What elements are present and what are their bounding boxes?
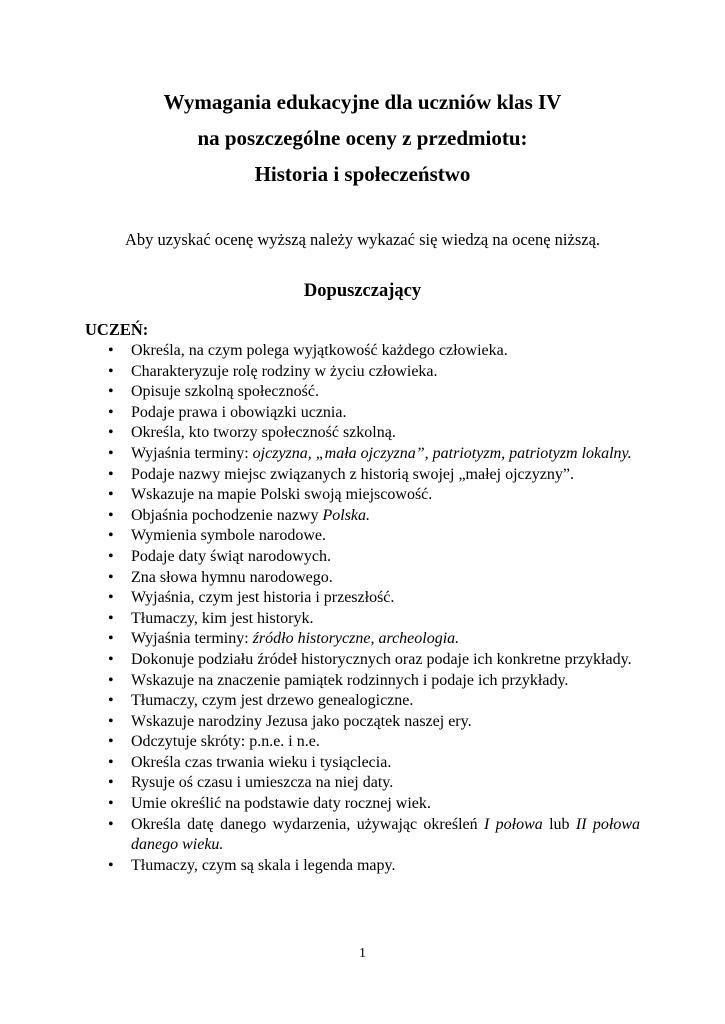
title-line-2: na poszczególne oceny z przedmiotu: bbox=[197, 126, 528, 150]
list-item bbox=[108, 568, 640, 589]
list-item-text: Określa czas trwania wieku i tysiąclecia. bbox=[131, 753, 392, 771]
list-item bbox=[108, 465, 640, 486]
subject-label: UCZEŃ: bbox=[85, 320, 149, 339]
list-item-text: Tłumaczy, czym są skala i legenda mapy. bbox=[131, 856, 396, 874]
list-item bbox=[108, 362, 640, 383]
list-item-italic-term: ojczyzna, „mała ojczyzna”, patriotyzm, patriotyzm lokalny. bbox=[252, 444, 632, 462]
list-item bbox=[108, 444, 640, 465]
list-item bbox=[108, 547, 640, 568]
list-item-text-continued: lub bbox=[542, 815, 576, 833]
list-item bbox=[108, 526, 640, 547]
title-line-1: Wymagania edukacyjne dla uczniów klas IV bbox=[163, 90, 562, 114]
section-heading: Dopuszczający bbox=[303, 281, 422, 301]
list-item bbox=[108, 773, 640, 794]
list-item-text: Określa, na czym polega wyjątkowość każdego człowieka. bbox=[131, 342, 508, 359]
list-item-text: Określa datę danego wydarzenia, używając określeń bbox=[131, 815, 484, 833]
list-item-text: Zna słowa hymnu narodowego. bbox=[131, 568, 333, 586]
list-item-text: Wskazuje na mapie Polski swoją miejscowość. bbox=[131, 486, 433, 504]
list-item-text: Opisuje szkolną społeczność. bbox=[131, 383, 319, 401]
list-item-text: Wyjaśnia, czym jest historia i przeszłość. bbox=[131, 589, 395, 607]
list-item bbox=[108, 671, 640, 692]
list-item bbox=[108, 403, 640, 424]
list-item-italic-term: Polska. bbox=[322, 506, 371, 524]
list-item-text: Odczytuje skróty: p.n.e. i n.e. bbox=[131, 733, 320, 751]
list-item-text: Dokonuje podziału źródeł historycznych oraz podaje ich konkretne przykłady. bbox=[131, 650, 632, 668]
list-item-text: Podaje daty świąt narodowych. bbox=[131, 547, 331, 565]
list-item bbox=[108, 423, 640, 444]
list-item-text: Podaje prawa i obowiązki ucznia. bbox=[131, 403, 347, 421]
list-item bbox=[108, 691, 640, 712]
list-item-text: Rysuje oś czasu i umieszcza na niej daty. bbox=[131, 774, 394, 792]
title-line-3: Historia i społeczeństwo bbox=[254, 162, 471, 186]
list-item-text: Tłumaczy, czym jest drzewo genealogiczne. bbox=[131, 692, 414, 710]
list-item-text: Wyjaśnia terminy: bbox=[131, 630, 253, 648]
list-item bbox=[108, 650, 640, 671]
list-item bbox=[108, 732, 640, 753]
list-item-text: Umie określić na podstawie daty rocznej wiek. bbox=[131, 795, 431, 813]
list-item bbox=[108, 506, 640, 527]
list-item bbox=[108, 382, 640, 403]
list-item bbox=[108, 815, 640, 856]
list-item-text: Wskazuje narodziny Jezusa jako początek naszej ery. bbox=[131, 712, 472, 730]
list-item bbox=[108, 341, 640, 362]
list-item-text: Określa, kto tworzy społeczność szkolną. bbox=[131, 424, 396, 442]
list-item bbox=[108, 753, 640, 774]
intro-sentence: Aby uzyskać ocenę wyższą należy wykazać się wiedzą na ocenę niższą. bbox=[124, 230, 601, 249]
list-item-text: Wyjaśnia terminy: bbox=[131, 444, 253, 462]
list-item bbox=[108, 629, 640, 650]
list-item bbox=[108, 856, 640, 877]
list-item-italic-term: I połowa bbox=[483, 815, 543, 833]
page-number: 1 bbox=[359, 946, 366, 961]
list-item bbox=[108, 588, 640, 609]
list-item bbox=[108, 794, 640, 815]
requirements-list bbox=[108, 341, 640, 876]
list-item bbox=[108, 609, 640, 630]
list-item-text: Charakteryzuje rolę rodziny w życiu człowieka. bbox=[131, 362, 438, 380]
list-item bbox=[108, 485, 640, 506]
document-title bbox=[0, 86, 725, 194]
list-item-italic-term: źródło historyczne, archeologia. bbox=[252, 630, 460, 648]
list-item-text: Wskazuje na znaczenie pamiątek rodzinnych i podaje ich przykłady. bbox=[131, 671, 569, 689]
list-item-text: Wymienia symbole narodowe. bbox=[131, 527, 326, 545]
list-item-text: Tłumaczy, kim jest historyk. bbox=[131, 609, 314, 627]
list-item-text: Podaje nazwy miejsc związanych z historią swojej „małej ojczyzny”. bbox=[131, 465, 574, 483]
list-item-italic-term: II połowa danego wieku. bbox=[131, 815, 640, 854]
list-item-text: Objaśnia pochodzenie nazwy bbox=[131, 506, 323, 524]
list-item bbox=[108, 712, 640, 733]
